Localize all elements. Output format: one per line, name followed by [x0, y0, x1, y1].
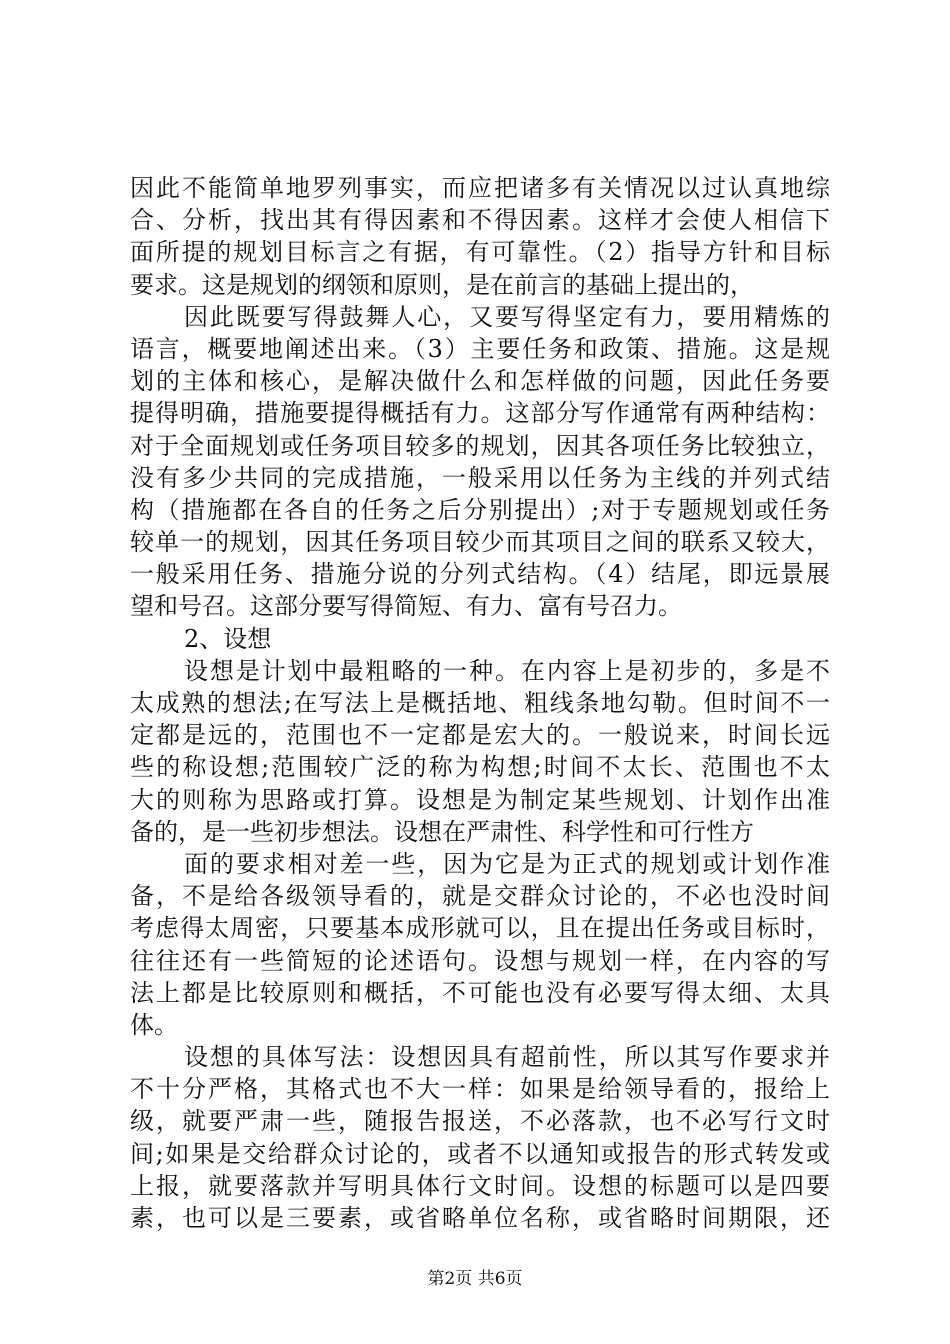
text-line: 级，就要严肃一些，随报告报送，不必落款，也不必写行文时: [130, 1107, 830, 1136]
text-line: 设想是计划中最粗略的一种。在内容上是初步的，多是不: [184, 656, 830, 685]
text-line: 太成熟的想法;在写法上是概括地、粗线条地勾勒。但时间不一: [130, 689, 830, 717]
text-line: 合、分析，找出其有得因素和不得因素。这样才会使人相信下: [130, 206, 830, 235]
text-line: 备的，是一些初步想法。设想在严肃性、科学性和可行性方: [130, 817, 754, 846]
text-line: 望和号召。这部分要写得简短、有力、富有号召力。: [130, 592, 682, 621]
text-line: 一般采用任务、措施分说的分列式结构。（4）结尾，即远景展: [130, 560, 830, 589]
text-line: 大的则称为思路或打算。设想是为制定某些规划、计划作出准: [130, 785, 830, 814]
text-line: 往往还有一些简短的论述语句。设想与规划一样，在内容的写: [130, 946, 830, 975]
text-line: 因此不能简单地罗列事实，而应把诸多有关情况以过认真地综: [130, 174, 830, 202]
text-line: 间;如果是交给群众讨论的，或者不以通知或报告的形式转发或: [130, 1139, 830, 1168]
text-line: 素，也可以是三要素，或省略单位名称，或省略时间期限，还: [130, 1204, 830, 1232]
text-line: 划的主体和核心，是解决做什么和怎样做的问题，因此任务要: [130, 367, 830, 396]
text-line: 面的要求相对差一些，因为它是为正式的规划或计划作准: [184, 849, 830, 878]
body-text: [130, 172, 830, 1234]
text-line: 设想的具体写法：设想因具有超前性，所以其写作要求并: [184, 1043, 830, 1072]
text-line: 因此既要写得鼓舞人心，又要写得坚定有力，要用精炼的: [184, 302, 830, 331]
text-line: 备，不是给各级领导看的，就是交群众讨论的，不必也没时间: [130, 882, 830, 911]
text-line: 定都是远的，范围也不一定都是宏大的。一般说来，时间长远: [130, 721, 830, 750]
text-line: 体。: [130, 1010, 178, 1039]
text-line: 面所提的规划目标言之有据，有可靠性。（2）指导方针和目标: [130, 238, 830, 267]
text-line: 要求。这是规划的纲领和原则，是在前言的基础上提出的，: [130, 270, 754, 299]
text-line: 不十分严格，其格式也不大一样：如果是给领导看的，报给上: [130, 1075, 830, 1104]
text-line: 构（措施都在各自的任务之后分别提出）;对于专题规划或任务: [130, 495, 830, 524]
text-line: 些的称设想;范围较广泛的称为构想;时间不太长、范围也不太: [130, 753, 830, 782]
section-heading: 2、设想: [184, 624, 272, 653]
text-line: 对于全面规划或任务项目较多的规划，因其各项任务比较独立，: [130, 431, 830, 460]
text-line: 考虑得太周密，只要基本成形就可以，且在提出任务或目标时，: [130, 914, 830, 943]
text-line: 提得明确，措施要提得概括有力。这部分写作通常有两种结构：: [130, 399, 830, 428]
text-line: 较单一的规划，因其任务项目较少而其项目之间的联系又较大，: [130, 528, 830, 557]
text-line: 没有多少共同的完成措施，一般采用以任务为主线的并列式结: [130, 463, 830, 492]
text-line: 上报，就要落款并写明具体行文时间。设想的标题可以是四要: [130, 1171, 830, 1200]
page-number-footer: 第2页 共6页: [427, 1269, 523, 1289]
text-line: 法上都是比较原则和概括，不可能也没有必要写得太细、太具: [130, 978, 830, 1007]
text-line: 语言，概要地阐述出来。（3）主要任务和政策、措施。这是规: [130, 334, 830, 363]
